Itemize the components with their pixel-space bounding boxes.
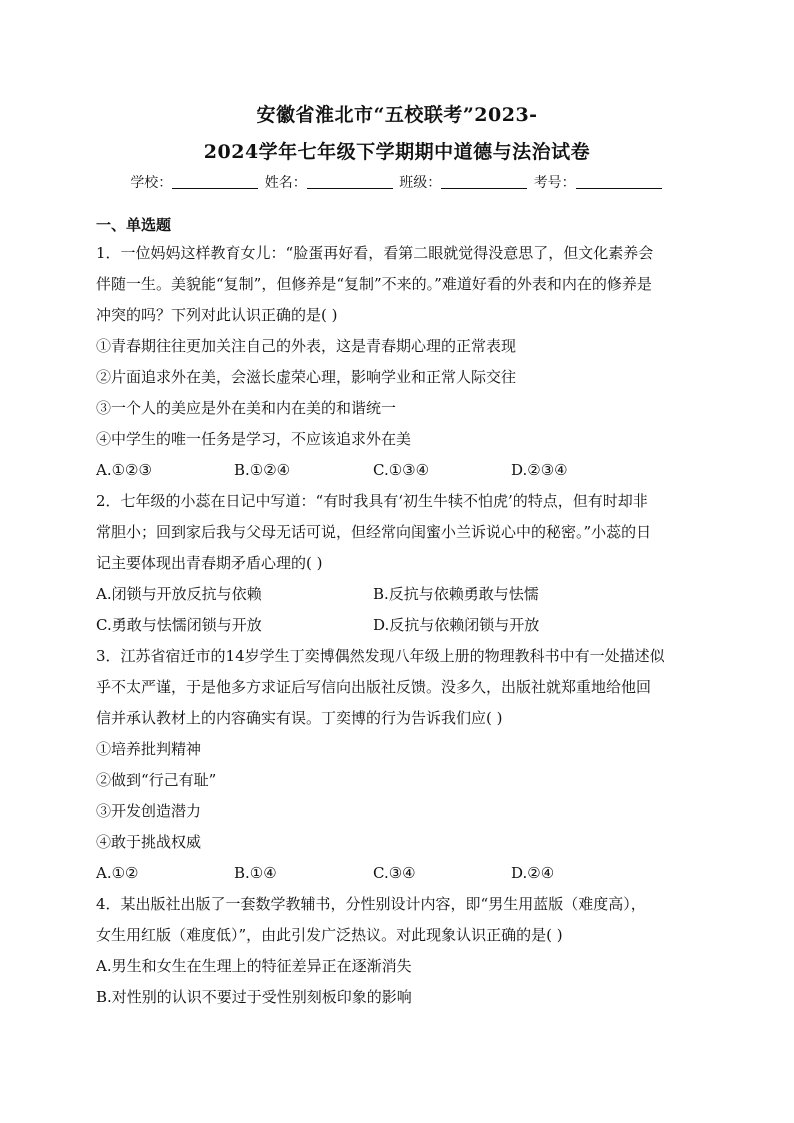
question-1 [96,238,706,486]
option-a: A.男生和女生在生理上的特征差异正在逐渐消失 [96,957,412,975]
exam-title-line2: 2024学年七年级下学期期中道德与法治试卷 [203,141,591,163]
school-blank [172,174,258,189]
option-d: D.②④ [511,864,555,882]
student-info-row [0,172,794,192]
school-label: 学校： [130,175,173,191]
option-a: A.①② [96,864,139,882]
question-stem-line: 2．七年级的小蕊在日记中写道：“有时我具有‘初生牛犊不怕虎’的特点，但有时却非 [96,492,648,510]
question-2 [96,486,706,641]
statement-item: ③一个人的美应是外在美和内在美的和谐统一 [96,399,397,417]
exam-title-line1: 安徽省淮北市“五校联考”2023- [256,104,538,126]
question-stem-line: 信并承认教材上的内容确实有误。丁奕博的行为告诉我们应( ) [96,709,503,727]
questions-content [96,212,706,1013]
option-c: C.勇敢与怯懦闭锁与开放 [96,616,262,634]
class-label: 班级： [399,175,442,191]
statement-item: ②做到“行己有耻” [96,771,217,789]
option-b: B.对性别的认识不要过于受性别刻板印象的影响 [96,988,412,1006]
option-b: B.反抗与依赖勇敢与怯懦 [373,585,539,603]
question-stem-line: 1．一位妈妈这样教育女儿：“脸蛋再好看，看第二眼就觉得没意思了，但文化素养会 [96,244,654,262]
option-a: A.①②③ [96,461,152,479]
option-b: B.①②④ [234,461,291,479]
name-label: 姓名： [264,175,307,191]
option-c: C.③④ [373,864,416,882]
answer-options [96,610,706,641]
question-stem-line: 常胆小；回到家后我与父母无话可说，但经常向闺蜜小兰诉说心中的秘密。”小蕊的日 [96,523,652,541]
answer-options [96,455,706,486]
statement-item: ④中学生的唯一任务是学习，不应该追求外在美 [96,430,412,448]
question-stem-line: 伴随一生。美貌能“复制”，但修养是“复制”不来的。”难道好看的外表和内在的修养是 [96,275,652,293]
statement-item: ④敢于挑战权威 [96,833,202,851]
question-stem-line: 记主要体现出青春期矛盾心理的( ) [96,554,323,572]
question-stem-line: 乎不太严谨，于是他多方求证后写信向出版社反馈。没多久，出版社就郑重地给他回 [96,678,652,696]
question-stem-line: 女生用红版（难度低）”，由此引发广泛热议。对此现象认识正确的是( ) [96,926,563,944]
name-blank [307,174,393,189]
question-3 [96,641,706,889]
exam-number-label: 考号： [533,175,576,191]
option-b: B.①④ [234,864,277,882]
section-heading: 一、单选题 [96,216,172,234]
question-stem-line: 3．江苏省宿迁市的14岁学生丁奕博偶然发现八年级上册的物理教科书中有一处描述似 [96,647,665,665]
answer-options [96,858,706,889]
question-stem-line: 冲突的吗？下列对此认识正确的是( ) [96,306,338,324]
exam-number-blank [576,174,662,189]
statement-item: ②片面追求外在美，会滋长虚荣心理，影响学业和正常人际交往 [96,368,517,386]
option-c: C.①③④ [373,461,430,479]
statement-item: ③开发创造潜力 [96,802,202,820]
class-blank [441,174,527,189]
option-d: D.反抗与依赖闭锁与开放 [373,616,540,634]
statement-item: ①培养批判精神 [96,740,202,758]
question-stem-line: 4．某出版社出版了一套数学教辅书，分性别设计内容，即“男生用蓝版（难度高）， [96,895,646,913]
answer-options [96,579,706,610]
statement-item: ①青春期往往更加关注自己的外表，这是青春期心理的正常表现 [96,337,517,355]
question-4 [96,889,706,1013]
option-a: A.闭锁与开放反抗与依赖 [96,585,262,603]
option-d: D.②③④ [511,461,568,479]
